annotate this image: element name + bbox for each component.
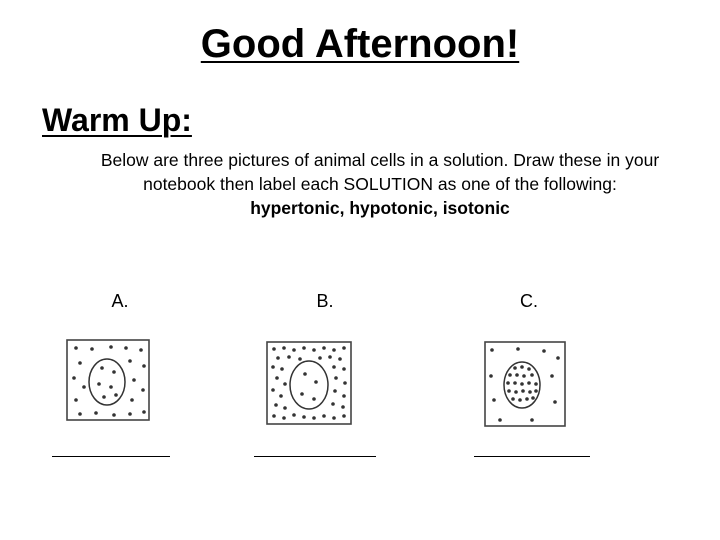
instructions-terms: hypertonic, hypotonic, isotonic xyxy=(250,198,510,218)
figure-b-label: B. xyxy=(316,291,334,311)
cell-diagram-a xyxy=(64,336,154,426)
answer-blank-b[interactable] xyxy=(254,456,376,457)
instructions xyxy=(70,148,690,220)
answer-blank-c[interactable] xyxy=(474,456,590,457)
solution-box xyxy=(67,340,149,420)
answer-blank-a[interactable] xyxy=(52,456,170,457)
figure-c-label: C. xyxy=(520,291,538,311)
instructions-text: Below are three pictures of animal cells in a solution. Draw these in your notebook then label each SOLUTION as one of the following: xyxy=(100,150,660,194)
warm-up-heading: Warm Up: xyxy=(42,102,192,138)
cell-membrane xyxy=(290,361,328,409)
page-title: Good Afternoon! xyxy=(200,22,520,66)
solute-dots xyxy=(489,347,560,422)
cell-diagram-b xyxy=(264,336,356,428)
figure-a-label: A. xyxy=(111,291,129,311)
cell-diagram-c xyxy=(482,336,572,430)
solute-dots xyxy=(72,345,146,417)
cell-membrane xyxy=(89,359,125,405)
solution-box xyxy=(485,342,565,426)
